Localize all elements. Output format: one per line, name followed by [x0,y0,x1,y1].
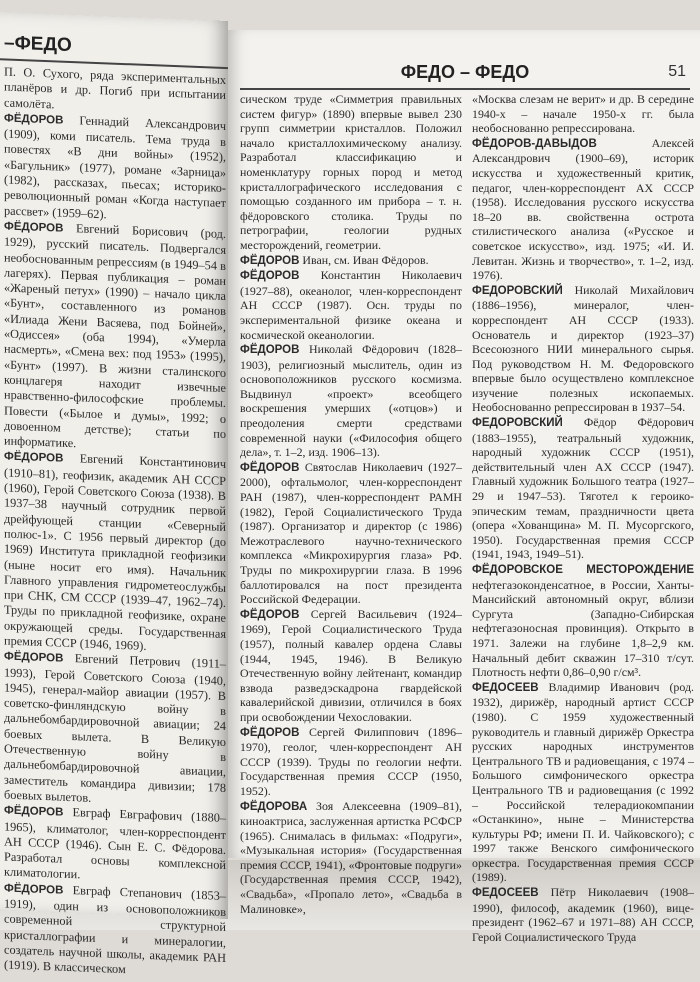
right-page-column-1 [240,92,462,916]
page-number: 51 [668,63,686,80]
entry-text: Николай Фёдорович (1828–1903), религиозный мыслитель, один из основоположников русского космизма. Выдвинул «проект» всеобщего воскрешения умерших («отцов») и преодоления смерти средствами современной науки («Философия общего дела», т. 1–2, изд. 1906–13). [240,342,462,460]
entry-headword: ФЕДОРОВСКИЙ [472,284,563,297]
entry-headword: ФЁДОРОВ [240,270,300,283]
right-page-header [240,62,690,90]
entry-text: Евгений Константинович (1910–81), геофизик, академик АН СССР (1960), Герой Советского Союза (1938). В 1937–38 научный сотрудник первой дрейфующей станции «Северный полюс-1». С 1956 первый директор (до 1969) Института прикладной геофизики (ныне носит его имя). Начальник Главного управления гидрометеослужбы при СНК, СМ СССР (1939–47, 1962–74). Труды по прикладной геофизике, охране окружающей среды. Государственная премия СССР (1946, 1969). [4,451,226,653]
entry-text: Сергей Филиппович (1896–1970), геолог, член-корреспондент АН СССР (1939). Труды по геологии нефти. Государственная премия СССР (1950, 1952). [240,724,462,798]
entry-headword: ФЁДОРОВСКОЕ МЕСТОРОЖДЕНИЕ [472,564,694,576]
entry-text: Фёдор Фёдорович (1883–1955), театральный художник, народный художник СССР (1951), действительный член АХ СССР (1947). Главный художник Большого театра (1927–29 и 1947–53). Тяготел к героико-эпическим темам, праздничности цвета (опера «Хованщина» М. П. Мусоргского, 1950). Государственная премия СССР (1941, 1943, 1949–51). [472,415,694,562]
dictionary-entry [240,607,462,725]
dictionary-entry [472,885,694,944]
entry-headword: ФЁДОРОВ [4,220,64,235]
entry-text: «Москва слезам не верит» и др. В середине 1940-х – начале 1950-х гг. была необоснованно репрессирована. [472,92,694,136]
entry-text: Иван, см. Иван Фёдоров. [302,252,429,267]
dictionary-entry [4,110,226,227]
entry-headword: ФЁДОРОВ [240,608,300,621]
entry-text: П. О. Сухого, ряда экспериментальных планёров и др. Погиб при испытании самолёта. [4,64,226,111]
dictionary-entry [472,680,694,885]
left-page-running-head: –ФЕДО [4,32,72,57]
entry-headword: ФЁДОРОВ [240,726,300,739]
dictionary-entry [472,92,694,136]
entry-headword: ФЁДОРОВ [4,650,64,666]
entry-text: Алексей Александрович (1900–69), историк искусства и художественный критик, педагог, член-корреспондент АХ СССР (1958). Исследования русского искусства 18–20 вв. свойственна острота стилистического анализа («Русское и советское искусство», изд. 1975; «И. И. Левитан. Жизнь и творчество», т. 1–2, изд. 1976). [472,135,694,283]
dictionary-entry [240,342,462,460]
entry-headword: ФЁДОРОВ [240,254,300,267]
entry-text: Сергей Васильевич (1924–1969), Герой Социалистического Труда (1957), полный кавалер ордена Славы (1944, 1945, 1946). В Великую Отечественную войну лейтенант, командир взвода разведэскадрона гвардейской кавалерийской дивизии, отличился в боях при освобождении Чехословакии. [240,606,462,724]
left-page-header [0,30,228,69]
right-page-running-head: ФЕДО – ФЕДО [400,62,530,82]
entry-headword: ФЁДОРОВ-ДАВЫДОВ [472,137,597,150]
dictionary-entry [4,218,226,457]
entry-headword: ФЁДОРОВ [240,344,300,357]
left-page [0,12,228,977]
entry-text: нефтегазоконденсатное, в России, Ханты-Мансийский автономный округ, вблизи Сургута (Западно-Сибирская нефтегазоносная провинция). Открыто в 1971. Залежи на глубине 1,8–2,9 км. Начальный дебит скважин 17–310 т/сут. Плотность нефти 0,86–0,90 г/см³. [472,577,694,680]
entry-text: Евграф Степанович (1853–1919), один из основоположников современной структурной кристаллографии и минералогии, создатель научной школы, академик РАН (1919). В классическом [4,882,226,977]
entry-headword: ФЕДОРОВСКИЙ [472,417,563,430]
dictionary-entry [472,415,694,562]
entry-text: сическом труде «Симметрия правильных систем фигур» (1890) впервые вывел 230 групп симметрии кристаллов. Положил начало кристаллохимическому анализу. Разработал классификацию и номенклатуру горных пород и метод кристаллографического исследования с помощью созданного им прибора – т. н. фёдоровского столика. Труды по петрографии, геологии рудных месторождений, геометрии. [240,92,462,252]
entry-text: Евгений Петрович (1911–1993), Герой Советского Союза (1940, 1945), генерал-майор авиации (1957). В советско-финляндскую войну в дальнебомбардировочной авиации; 24 боевых вылета. В Великую Отечественную войну в дальнебомбардировочной авиации, заместитель командира дивизии; 178 боевых вылетов. [4,651,226,805]
entry-text: Святослав Николаевич (1927–2000), офтальмолог, член-корреспондент РАН (1987), член-корреспондент РАМН (1982), Герой Социалистического Труда (1987). Организатор и директор (с 1986) Межотраслевого научно-технического комплекса «Микрохирургия глаза» РФ. Труды по микрохирургии глаза. В 1996 баллотировался на пост президента Российской Федерации. [240,459,462,607]
left-page-text [4,64,226,981]
dictionary-entry [472,562,694,680]
dictionary-entry [4,449,226,657]
dictionary-entry [472,283,694,415]
entry-headword: ФЁДОРОВ [240,461,300,474]
entry-headword: ФЕДОСЕЕВ [472,681,539,694]
dictionary-entry [4,803,226,889]
right-page-column-2 [472,92,694,944]
dictionary-entry [240,799,462,917]
dictionary-entry [4,880,226,981]
right-page [228,30,700,944]
entry-headword: ФЁДОРОВ [4,882,64,897]
entry-text: Николай Михайлович (1886–1956), минералог, член-корреспондент АН СССР (1933). Основатель и директор (1923–37) Всесоюзного НИИ минерального сырья. Под руководством Н. М. Федоровского впервые было осуществлено комплексное изучение полезных ископаемых. Необоснованно репрессирован в 1937–54. [472,282,694,415]
dictionary-entry [4,64,226,118]
dictionary-entry [240,725,462,799]
entry-headword: ФЁДОРОВ [4,804,64,819]
entry-text: Владимир Иванович (род. 1932), дирижёр, народный артист СССР (1980). С 1959 художественный руководитель и главный дирижёр Оркестра русских народных инструментов Центрального ТВ и радиовещания, с 1974 – Большого симфонического оркестра Центрального ТВ и радиовещания (с 1992 – Российской телерадиокомпании «Останкино», ныне – Министерства культуры РФ; имени П. И. Чайковского); с 1997 также Венского симфонического оркестра. Государственная премия СССР (1989). [472,679,694,885]
entry-text: Пётр Николаевич (1908–1990), философ, академик (1960), вице-президент (1962–67 и 1971–88) АН СССР, Герой Социалистического Труда [472,885,694,944]
entry-headword: ФЁДОРОВ [4,112,64,127]
dictionary-entry [4,649,226,811]
dictionary-entry [472,136,694,283]
dictionary-entry [240,460,462,607]
entry-headword: ФЕДОСЕЕВ [472,887,539,900]
entry-text: Константин Николаевич (1927–88), океанолог, член-корреспондент АН СССР (1987). Осн. труды по экспериментальной физике океана и космической океанологии. [240,268,462,342]
dictionary-entry [240,92,462,253]
dictionary-entry [240,268,462,342]
entry-text: Зоя Алексеевна (1909–81), киноактриса, заслуженная артистка РСФСР (1965). Снималась в фильмах: «Подруги», «Музыкальная история» (Государственная премия СССР, 1941), «Фронтовые подруги» (Государственная премия СССР, 1942), «Свадьба», «Пропало лето», «Свадьба в Малиновке», [240,798,462,916]
entry-text: Евгений Борисович (род. 1929), русский писатель. Подвергался необоснованным репрессиям (в 1949–54 в лагерях). Первая публикация – роман «Жареный петух» (1990) – начало цикла «Бунт», составленного из романов «Илиада Жени Васяева, под Бойней», «Одиссея» (оба 1994), «Умерла насмерть», «Смена вех: под 1953» (1995), «Бунт» (1997). В жизни сталинского концлагеря находит извечные нравственно-философские проблемы. Повести («Былое и думы», 1992; о довоенном детстве); статьи по информатике. [4,221,226,451]
entry-headword: ФЁДОРОВ [4,450,64,466]
entry-text: Евграф Евграфович (1880–1965), климатолог, член-корреспондент АН СССР (1946). Сын Е. С. Фёдорова. Разработал основы комплексной климатологии. [4,805,227,882]
dictionary-entry [240,253,462,269]
entry-text: Геннадий Александрович (1909), коми писатель. Тема труда в повестях «В дни войны» (1952), «Багульник» (1977), романе «Зарница» (1982), рассказах, пьесах; историко-революционный роман «Когда наступает рассвет» (1959–62). [4,113,226,222]
entry-headword: ФЁДОРОВА [240,800,308,813]
